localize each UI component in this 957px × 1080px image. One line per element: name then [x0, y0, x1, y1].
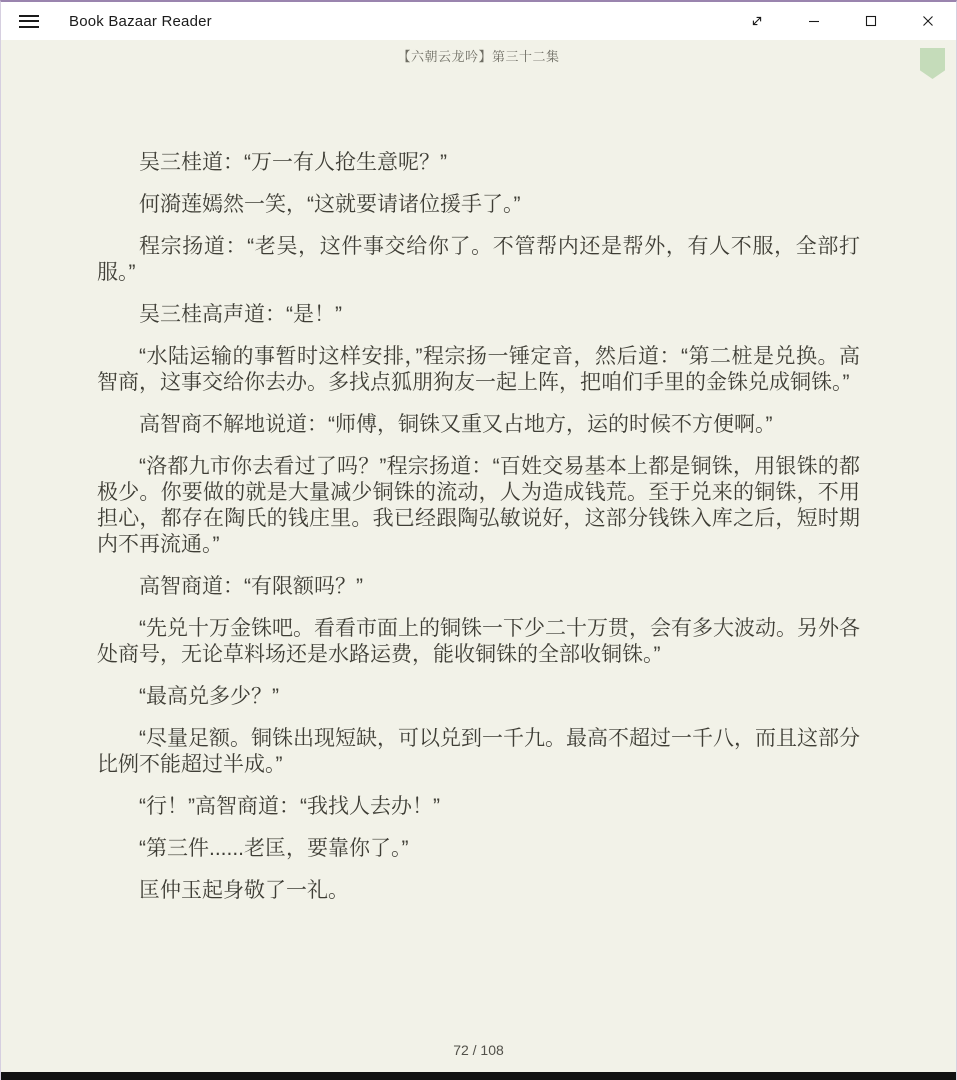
minimize-dash-icon: [806, 13, 822, 29]
reading-area[interactable]: [1, 40, 956, 1072]
page-indicator: 72 / 108: [453, 1042, 504, 1058]
paragraph: 吴三桂高声道：“是！”: [139, 303, 342, 326]
green-bookmark-ribbon-icon[interactable]: [920, 48, 945, 79]
paragraph: “水陆运输的事暂时这样安排，”程宗扬一锤定音，然后道：“第二桩是兑换。高智商，这事交给你去办。多找点狐朋狗友一起上阵，把咱们手里的金铢兑成铜铢。”: [97, 345, 860, 394]
paragraph: “最高兑多少？”: [139, 685, 279, 708]
bottom-window-edge: [1, 1072, 956, 1080]
titlebar: [1, 2, 956, 40]
paragraph: 程宗扬道：“老吴，这件事交给你了。不管帮内还是帮外，有人不服，全部打服。”: [97, 235, 860, 284]
paragraph: “尽量足额。铜铢出现短缺，可以兑到一千九。最高不超过一千八，而且这部分比例不能超过半成。”: [97, 727, 860, 776]
hamburger-menu-icon: [19, 20, 39, 22]
paragraph: 何漪莲嫣然一笑，“这就要请诸位援手了。”: [139, 193, 521, 216]
diagonal-expand-arrow-icon: [749, 13, 765, 29]
hamburger-menu-icon: [19, 15, 39, 17]
maximize-button[interactable]: [842, 2, 899, 40]
app-title: Book Bazaar Reader: [69, 12, 212, 30]
paragraph: 高智商不解地说道：“师傅，铜铢又重又占地方，运的时候不方便啊。”: [139, 413, 773, 436]
hamburger-menu-icon: [19, 26, 39, 28]
paragraph: “行！”高智商道：“我找人去办！”: [139, 795, 440, 818]
chapter-title: 【六朝云龙吟】第三十二集: [397, 49, 560, 64]
minimize-button[interactable]: [785, 2, 842, 40]
close-button[interactable]: [899, 2, 956, 40]
fullscreen-button[interactable]: [728, 2, 785, 40]
hamburger-menu-button[interactable]: [1, 2, 57, 40]
reading-text: [97, 150, 860, 904]
paragraph: 吴三桂道：“万一有人抢生意呢？”: [139, 151, 447, 174]
paragraph: 匡仲玉起身敬了一礼。: [139, 879, 349, 902]
maximize-square-icon: [863, 13, 879, 29]
paragraph: “先兑十万金铢吧。看看市面上的铜铢一下少二十万贯，会有多大波动。另外各处商号，无论草料场还是水路运费，能收铜铢的全部收铜铢。”: [97, 617, 860, 666]
close-x-icon: [920, 13, 936, 29]
window-controls: [728, 2, 956, 40]
paragraph: 高智商道：“有限额吗？”: [139, 575, 363, 598]
paragraph: “洛都九市你去看过了吗？”程宗扬道：“百姓交易基本上都是铜铢，用银铢的都极少。你要做的就是大量减少铜铢的流动，人为造成钱荒。至于兑来的铜铢，不用担心，都存在陶氏的钱庄里。我已经跟陶弘敏说好，这部分钱铢入库之后，短时期内不再流通。”: [97, 455, 860, 556]
paragraph: “第三件......老匡，要靠你了。”: [139, 837, 409, 860]
